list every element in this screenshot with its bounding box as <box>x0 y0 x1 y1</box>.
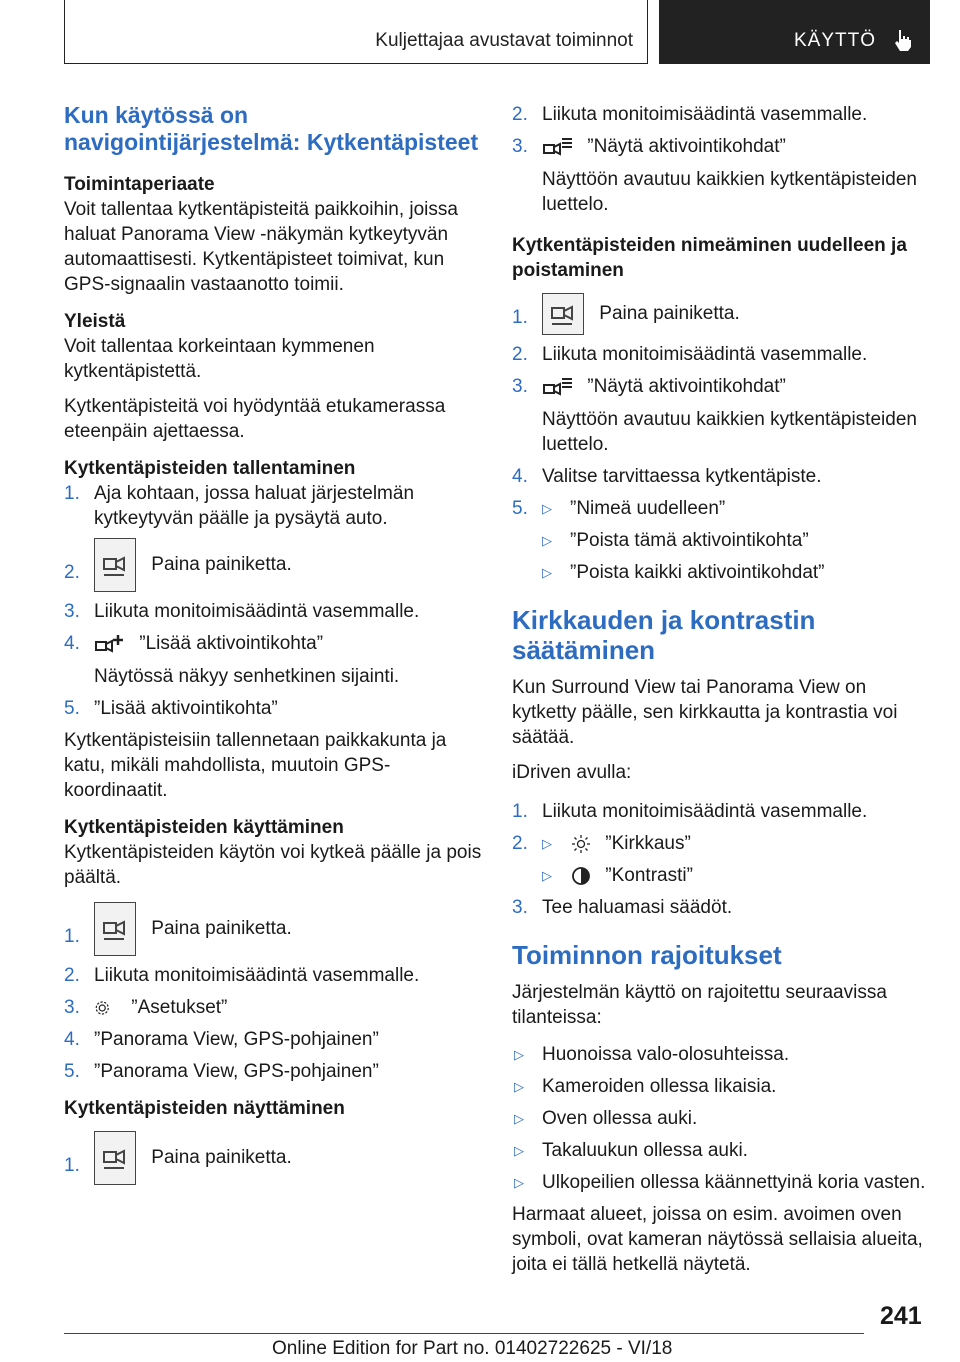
camera-button-icon <box>94 538 136 592</box>
list-item: 2. Liikuta monitoimisäädintä vasemmalle. <box>64 965 420 986</box>
subheading: Yleistä <box>64 311 126 332</box>
triangle-bullet-icon: ▷ <box>542 868 552 883</box>
list-item: 4. ”Panorama View, GPS-pohjainen” <box>64 1029 379 1050</box>
camera-button-icon <box>542 293 584 335</box>
list-item: 1. Paina painiketta. <box>512 293 930 335</box>
list-item: ▷ Ulkopeilien ollessa käännettyinä koria vasten. <box>514 1172 926 1193</box>
add-waypoint-icon <box>94 633 126 655</box>
paragraph: Harmaat alueet, joissa on esim. avoimen oven symboli, ovat kameran näytössä sellaisia alueita, joita ei tällä hetkellä näytetä. <box>512 1204 923 1275</box>
camera-button-icon <box>94 902 136 956</box>
list-item: ▷ Huonoissa valo-olosuhteissa. <box>514 1044 790 1065</box>
list-item: 2. ▷ ”Kirkkaus” <box>512 833 691 854</box>
list-item: 1. Paina painiketta. <box>64 1131 482 1185</box>
list-item: ▷ ”Poista kaikki aktivointikohdat” <box>542 562 825 583</box>
list-item: ▷ ”Kontrasti” <box>542 865 693 886</box>
triangle-bullet-icon: ▷ <box>542 501 552 516</box>
paragraph: Voit tallentaa kytkentäpisteitä paikkoihin, joissa haluat Panorama View -näkymän kytkeytyvän automaattisesti. Kytkentäpisteet toimivat, kun GPS-signaalin vastaanotto toimii. <box>64 199 458 295</box>
list-waypoints-icon <box>542 136 574 158</box>
edition-note: Online Edition for Part no. 01402722625 - VI/18 <box>272 1338 673 1359</box>
list-item: 2. Liikuta monitoimisäädintä vasemmalle. <box>512 104 868 125</box>
paragraph: Kytkentäpisteitä voi hyödyntää etukamerassa eteenpäin ajettaessa. <box>64 396 446 442</box>
section-heading: Kun käytössä on navigointijärjestelmä: Kytkentäpisteet <box>64 102 479 155</box>
list-item: 1. Paina painiketta. <box>64 902 482 956</box>
subheading: Kytkentäpisteiden tallentaminen <box>64 458 356 479</box>
triangle-bullet-icon: ▷ <box>514 1047 524 1062</box>
list-waypoints-icon <box>542 376 574 398</box>
list-item: 4. Valitse tarvittaessa kytkentäpiste. <box>512 466 822 487</box>
triangle-bullet-icon: ▷ <box>542 565 552 580</box>
list-item: 5. ”Panorama View, GPS-pohjainen” <box>64 1061 379 1082</box>
list-item: 3. Liikuta monitoimisäädintä vasemmalle. <box>64 601 420 622</box>
list-item: 5. ”Lisää aktivointikohta” <box>64 698 278 719</box>
paragraph: iDriven avulla: <box>512 762 632 783</box>
gear-icon <box>94 997 118 1019</box>
right-column <box>512 102 930 1289</box>
paragraph: Kun Surround View tai Panorama View on kytketty päälle, sen kirkkautta ja kontrastia voi säätää. <box>512 677 898 748</box>
hand-pointer-icon <box>892 28 914 52</box>
brightness-icon <box>570 833 592 855</box>
triangle-bullet-icon: ▷ <box>514 1143 524 1158</box>
chapter-tab <box>659 0 930 64</box>
triangle-bullet-icon: ▷ <box>514 1111 524 1126</box>
section-heading: Kirkkauden ja kontrastin säätäminen <box>512 605 816 665</box>
paragraph: Voit tallentaa korkeintaan kymmenen kytkentäpistettä. <box>64 336 375 382</box>
footer-divider <box>64 1333 864 1334</box>
paragraph: Järjestelmän käyttö on rajoitettu seuraavissa tilanteissa: <box>512 982 887 1028</box>
section-heading: Toiminnon rajoitukset <box>512 940 782 970</box>
list-item: 2. Paina painiketta. <box>64 538 482 592</box>
list-item: ▷ Kameroiden ollessa likaisia. <box>514 1076 777 1097</box>
section-title: Kuljettajaa avustavat toiminnot <box>375 30 633 51</box>
contrast-icon <box>570 865 592 887</box>
subheading: Kytkentäpisteiden käyttäminen <box>64 817 344 838</box>
list-item: 3. ”Näytä aktivointikohdat” Näyttöön avautuu kaikkien kytkentäpisteiden luettelo. <box>512 376 917 455</box>
subheading: Toimintaperiaate <box>64 174 215 195</box>
list-item: 1. Liikuta monitoimisäädintä vasemmalle. <box>512 801 868 822</box>
list-item: 3. ”Asetukset” <box>64 997 228 1018</box>
list-item: 3. Tee haluamasi säädöt. <box>512 897 733 918</box>
triangle-bullet-icon: ▷ <box>542 533 552 548</box>
camera-button-icon <box>94 1131 136 1185</box>
list-item: 3. ”Näytä aktivointikohdat” Näyttöön avautuu kaikkien kytkentäpisteiden luettelo. <box>512 136 917 215</box>
list-item: ▷ ”Poista tämä aktivointikohta” <box>542 530 809 551</box>
page-number: 241 <box>880 1302 922 1330</box>
triangle-bullet-icon: ▷ <box>514 1175 524 1190</box>
triangle-bullet-icon: ▷ <box>514 1079 524 1094</box>
chapter-title: KÄYTTÖ <box>794 30 877 51</box>
list-item: ▷ Oven ollessa auki. <box>514 1108 698 1129</box>
page-header <box>64 0 930 64</box>
paragraph: Kytkentäpisteiden käytön voi kytkeä päälle ja pois päältä. <box>64 842 482 888</box>
section-tab <box>64 0 648 64</box>
list-item: 5. ▷ ”Nimeä uudelleen” <box>512 498 726 519</box>
triangle-bullet-icon: ▷ <box>542 836 552 851</box>
list-item: 1. Aja kohtaan, jossa haluat järjestelmän kytkeytyvän päälle ja pysäytä auto. <box>64 483 415 529</box>
subheading: Kytkentäpisteiden näyttäminen <box>64 1098 345 1119</box>
list-item: 4. ”Lisää aktivointikohta” Näytössä näkyy senhetkinen sijainti. <box>64 633 400 687</box>
subheading: Kytkentäpisteiden nimeäminen uudelleen ja poistaminen <box>512 235 907 281</box>
paragraph: Kytkentäpisteisiin tallennetaan paikkakunta ja katu, mikäli mahdollista, muutoin GPS-koordinaatit. <box>64 730 447 801</box>
list-item: 2. Liikuta monitoimisäädintä vasemmalle. <box>512 344 868 365</box>
list-item: ▷ Takaluukun ollessa auki. <box>514 1140 748 1161</box>
left-column <box>64 102 482 1197</box>
